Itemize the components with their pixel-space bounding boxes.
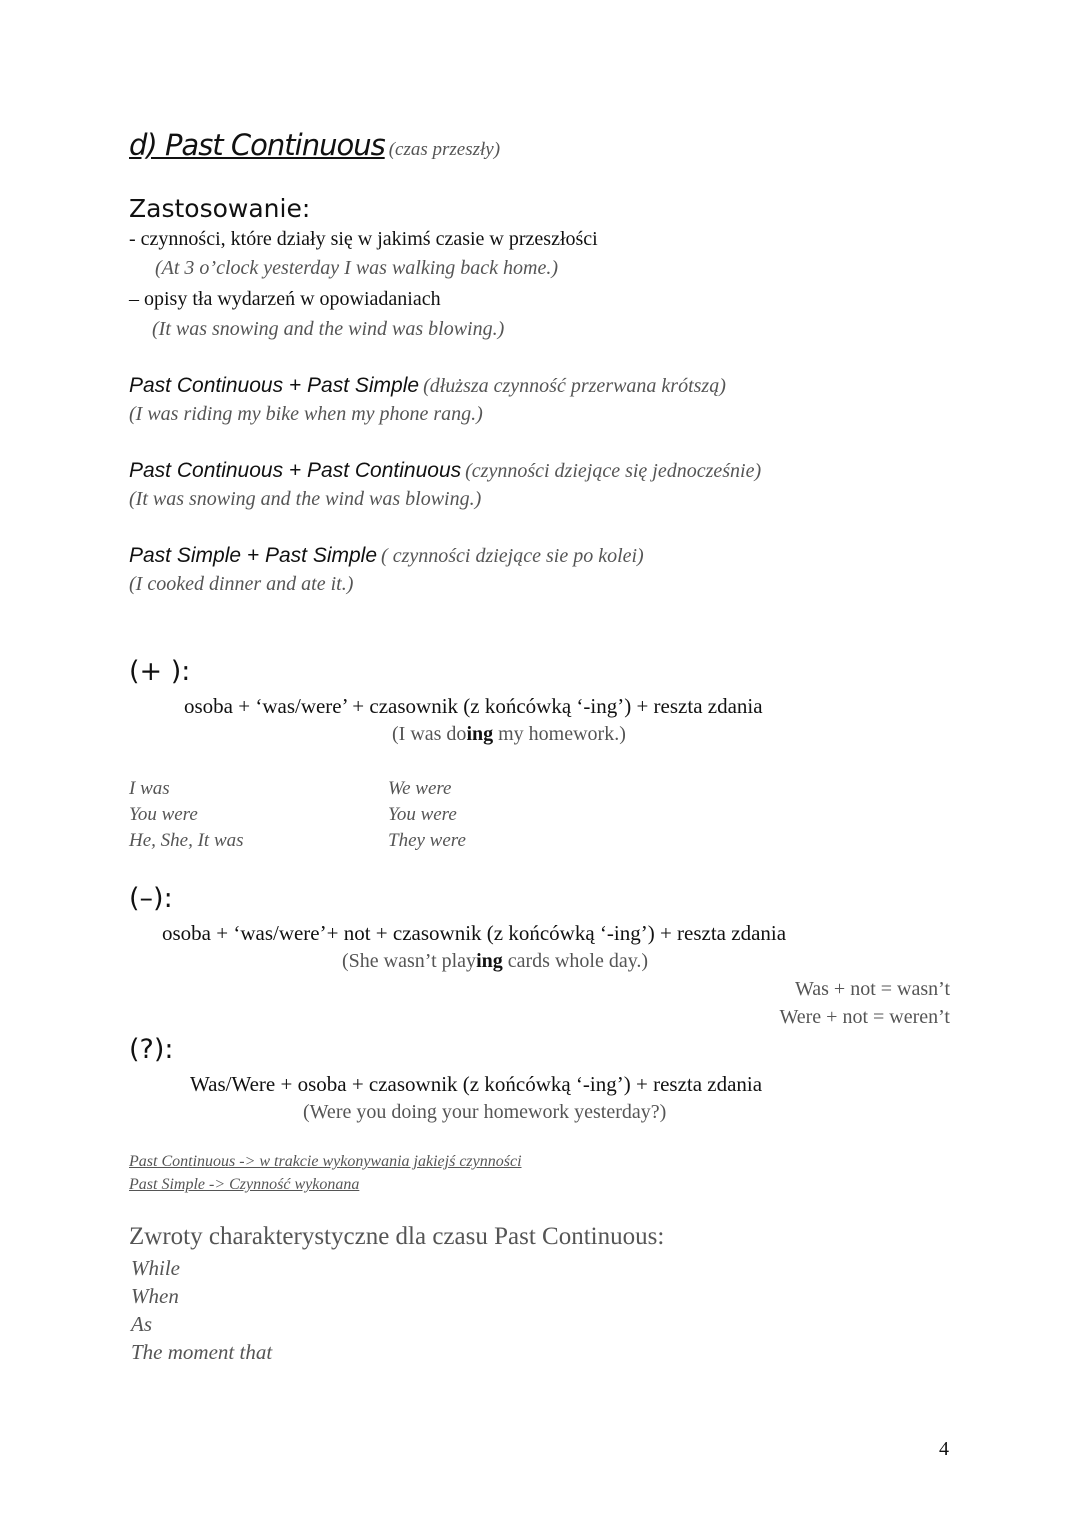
- question-formula: Was/Were + osoba + czasownik (z końcówką ‘-ing’) + reszta zdania: [190, 1072, 763, 1096]
- conjugation-left-3: He, She, It was: [129, 830, 244, 851]
- positive-formula: osoba + ‘was/were’ + czasownik (z końcówką ‘-ing’) + reszta zdania: [184, 694, 763, 718]
- phrase-item: When: [131, 1284, 179, 1308]
- combination-3: [129, 543, 644, 568]
- phrase-item: The moment that: [131, 1340, 273, 1364]
- page-number: 4: [939, 1438, 949, 1460]
- combination-example: (It was snowing and the wind was blowing.): [129, 488, 482, 510]
- note-past-simple: Past Simple -> Czynność wykonana: [129, 1176, 360, 1193]
- title-main: d) Past Continuous: [129, 128, 385, 162]
- combination-note: ( czynności dziejące sie po kolei): [381, 545, 644, 567]
- negative-symbol: (–):: [129, 883, 173, 914]
- example-text: (I was do: [392, 723, 467, 745]
- usage-example-1: (At 3 o’clock yesterday I was walking back home.): [155, 257, 559, 279]
- combination-label: Past Simple + Past Simple: [129, 544, 378, 567]
- note-past-continuous: Past Continuous -> w trakcie wykonywania jakiejś czynności: [129, 1153, 522, 1170]
- phrase-item: As: [131, 1312, 152, 1336]
- conjugation-left-1: I was: [129, 778, 170, 799]
- phrase-item: While: [131, 1256, 180, 1280]
- page-title: [129, 128, 500, 163]
- positive-example: [392, 722, 626, 746]
- contraction-wasnt: Was + not = wasn’t: [794, 978, 950, 1000]
- combination-label: Past Continuous + Past Simple: [129, 374, 420, 397]
- combination-note: (dłuższa czynność przerwana krótszą): [423, 375, 726, 397]
- contraction-werent: Were + not = weren’t: [779, 1006, 950, 1028]
- conjugation-right-2: You were: [388, 804, 457, 825]
- usage-item-2: – opisy tła wydarzeń w opowiadaniach: [129, 288, 441, 310]
- example-highlight: ing: [466, 723, 494, 745]
- negative-example: [342, 949, 648, 973]
- example-highlight: ing: [476, 950, 503, 972]
- combination-1: [129, 373, 726, 398]
- conjugation-left-2: You were: [129, 804, 198, 825]
- positive-symbol: (+ ):: [129, 656, 191, 687]
- combination-label: Past Continuous + Past Continuous: [129, 459, 462, 482]
- title-sub: (czas przeszły): [388, 139, 501, 160]
- negative-formula: osoba + ‘was/were’+ not + czasownik (z końcówką ‘-ing’) + reszta zdania: [162, 921, 787, 945]
- example-text: cards whole day.): [502, 950, 649, 972]
- example-text: (She wasn’t play: [342, 950, 477, 972]
- combination-example: (I cooked dinner and ate it.): [129, 573, 354, 595]
- combination-note: (czynności dziejące się jednocześnie): [465, 460, 762, 482]
- conjugation-right-3: They were: [388, 830, 466, 851]
- example-text: my homework.): [493, 723, 626, 745]
- usage-heading: Zastosowanie:: [129, 194, 311, 223]
- combination-2: [129, 458, 761, 483]
- question-example: (Were you doing your homework yesterday?): [303, 1101, 667, 1123]
- conjugation-right-1: We were: [388, 778, 452, 799]
- usage-item-1: - czynności, które działy się w jakimś czasie w przeszłości: [129, 228, 598, 250]
- usage-example-2: (It was snowing and the wind was blowing.): [152, 318, 505, 340]
- combination-example: (I was riding my bike when my phone rang.): [129, 403, 483, 425]
- question-symbol: (?):: [129, 1034, 174, 1065]
- phrases-heading: Zwroty charakterystyczne dla czasu Past Continuous:: [129, 1223, 665, 1250]
